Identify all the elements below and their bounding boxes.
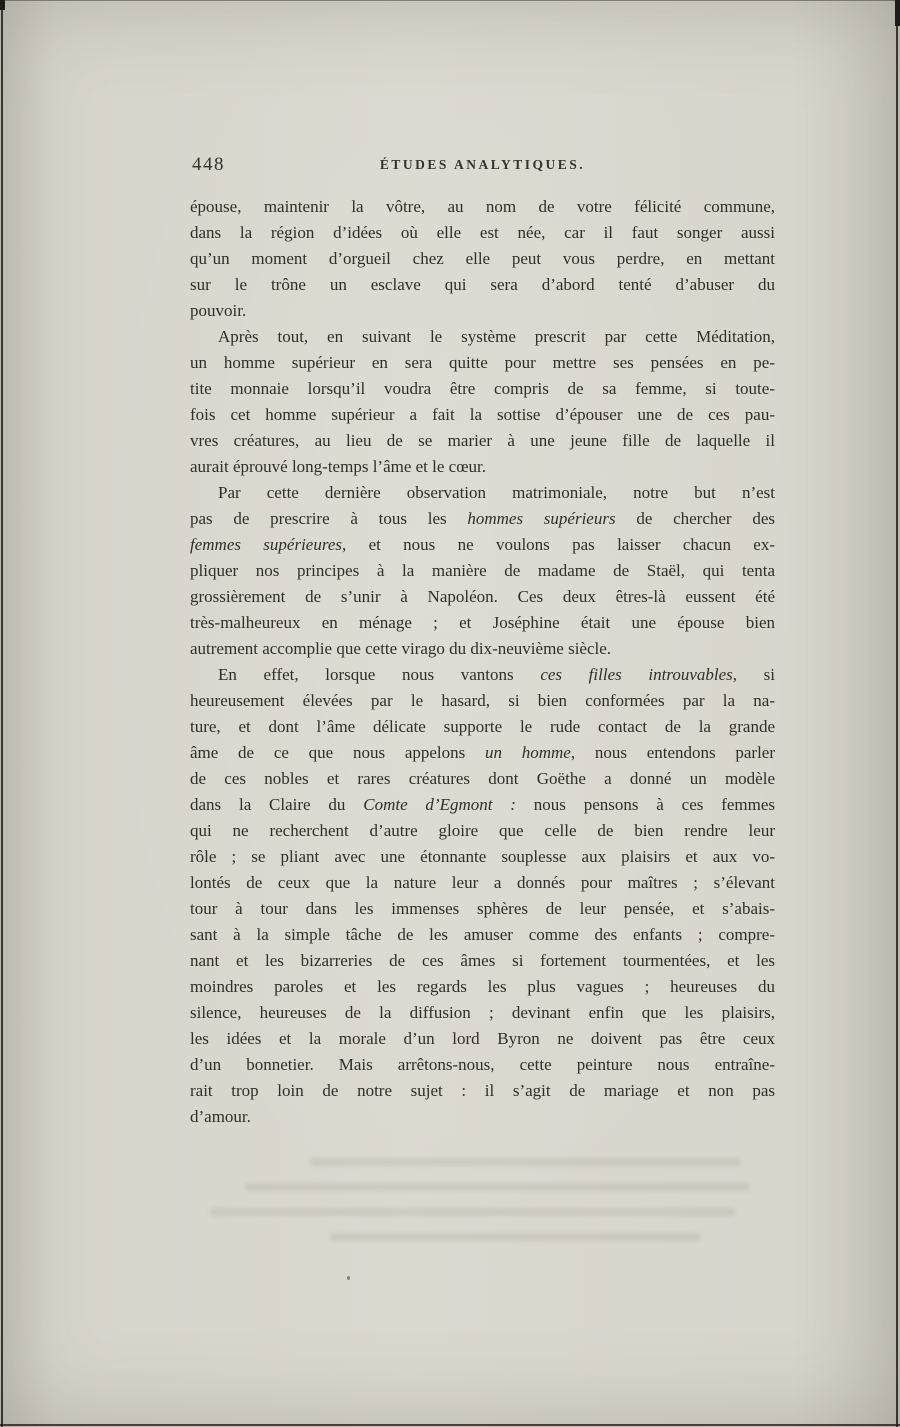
text-segment: tite monnaie lorsqu’il voudra être compris de sa femme, si toute- bbox=[190, 379, 775, 398]
text-segment: qu’un moment d’orgueil chez elle peut vous perdre, en mettant bbox=[190, 249, 775, 268]
text-line bbox=[190, 766, 775, 792]
text-line bbox=[190, 402, 775, 428]
text-segment: dans la Claire du bbox=[190, 795, 364, 814]
text-segment: , nous entendons parler bbox=[570, 743, 775, 762]
italic-text: un homme bbox=[485, 743, 571, 762]
text-line bbox=[190, 350, 775, 376]
text-line bbox=[190, 454, 775, 480]
body-text bbox=[190, 194, 775, 1130]
text-line bbox=[190, 584, 775, 610]
text-line bbox=[190, 792, 775, 818]
text-segment: nous pensons à ces femmes bbox=[515, 795, 776, 814]
text-segment: tour à tour dans les immenses sphères de leur pensée, et s’abais- bbox=[190, 899, 775, 918]
bleed-through-line bbox=[310, 1158, 740, 1166]
text-line bbox=[190, 870, 775, 896]
text-segment: épouse, maintenir la vôtre, au nom de votre félicité commune, bbox=[190, 197, 775, 216]
text-line bbox=[190, 1052, 775, 1078]
bleed-through-line bbox=[245, 1183, 750, 1191]
text-segment: les idées et la morale d’un lord Byron ne doivent pas être ceux bbox=[190, 1029, 775, 1048]
text-line bbox=[190, 662, 775, 688]
bleed-through bbox=[190, 1158, 775, 1258]
page-header bbox=[190, 154, 775, 178]
page-number: 448 bbox=[192, 154, 225, 175]
text-line bbox=[190, 922, 775, 948]
text-line bbox=[190, 948, 775, 974]
text-line bbox=[190, 610, 775, 636]
text-segment: dans la région d’idées où elle est née, car il faut songer aussi bbox=[190, 223, 775, 242]
text-segment: En effet, lorsque nous vantons bbox=[218, 665, 541, 684]
text-segment: , si bbox=[732, 665, 775, 684]
text-segment: de chercher des bbox=[615, 509, 775, 528]
text-line bbox=[190, 324, 775, 350]
text-line bbox=[190, 688, 775, 714]
paragraph bbox=[190, 194, 775, 324]
ink-speck bbox=[347, 1276, 350, 1280]
italic-text: Comte d’Egmont : bbox=[363, 795, 516, 814]
text-segment: qui ne recherchent d’autre gloire que celle de bien rendre leur bbox=[190, 821, 775, 840]
text-line bbox=[190, 246, 775, 272]
text-segment: très-malheureux en ménage ; et Joséphine était une épouse bien bbox=[190, 613, 775, 632]
scan-edge-bottom bbox=[0, 1424, 900, 1426]
text-segment: ture, et dont l’âme délicate supporte le rude contact de la grande bbox=[190, 717, 775, 736]
text-line bbox=[190, 532, 775, 558]
paragraph bbox=[190, 480, 775, 662]
italic-text: ces filles introuvables bbox=[540, 665, 733, 684]
italic-text: hommes supérieurs bbox=[467, 509, 616, 528]
text-line bbox=[190, 298, 775, 324]
text-line bbox=[190, 1026, 775, 1052]
text-segment: lontés de ceux que la nature leur a donnés pour maîtres ; s’élevant bbox=[190, 873, 775, 892]
text-line bbox=[190, 974, 775, 1000]
text-segment: d’un bonnetier. Mais arrêtons-nous, cette peinture nous entraîne- bbox=[190, 1055, 775, 1074]
italic-text: femmes supérieures bbox=[190, 535, 342, 554]
text-segment: Par cette dernière observation matrimoniale, notre but n’est bbox=[218, 483, 775, 502]
text-segment: vres créatures, au lieu de se marier à une jeune fille de laquelle il bbox=[190, 431, 775, 450]
text-line bbox=[190, 1104, 775, 1130]
text-segment: pas de prescrire à tous les bbox=[190, 509, 468, 528]
text-segment: aurait éprouvé long-temps l’âme et le cœur. bbox=[190, 457, 486, 476]
text-segment: rait trop loin de notre sujet : il s’agit de mariage et non pas bbox=[190, 1081, 775, 1100]
text-segment: silence, heureuses de la diffusion ; devinant enfin que les plaisirs, bbox=[190, 1003, 775, 1022]
text-line bbox=[190, 740, 775, 766]
text-line bbox=[190, 220, 775, 246]
text-line bbox=[190, 1078, 775, 1104]
text-line bbox=[190, 558, 775, 584]
text-line bbox=[190, 896, 775, 922]
text-line bbox=[190, 844, 775, 870]
text-segment: grossièrement de s’unir à Napoléon. Ces deux êtres-là eussent été bbox=[190, 587, 775, 606]
text-line bbox=[190, 506, 775, 532]
text-segment: fois cet homme supérieur a fait la sottise d’épouser une de ces pau- bbox=[190, 405, 775, 424]
text-line bbox=[190, 1000, 775, 1026]
text-segment: autrement accomplie que cette virago du dix-neuvième siècle. bbox=[190, 639, 612, 658]
text-line bbox=[190, 272, 775, 298]
bleed-through-line bbox=[330, 1233, 700, 1241]
text-segment: sant à la simple tâche de les amuser comme des enfants ; compre- bbox=[190, 925, 775, 944]
text-segment: , et nous ne voulons pas laisser chacun ex- bbox=[342, 535, 775, 554]
text-line bbox=[190, 428, 775, 454]
text-line bbox=[190, 480, 775, 506]
text-line bbox=[190, 714, 775, 740]
text-segment: un homme supérieur en sera quitte pour mettre ses pensées en pe- bbox=[190, 353, 775, 372]
text-line bbox=[190, 376, 775, 402]
text-segment: rôle ; se pliant avec une étonnante souplesse aux plaisirs et aux vo- bbox=[190, 847, 775, 866]
text-segment: d’amour. bbox=[190, 1107, 251, 1126]
text-segment: pouvoir. bbox=[190, 301, 247, 320]
text-segment: Après tout, en suivant le système prescrit par cette Méditation, bbox=[218, 327, 775, 346]
text-line bbox=[190, 818, 775, 844]
paragraph bbox=[190, 662, 775, 1130]
text-segment: pliquer nos principes à la manière de madame de Staël, qui tenta bbox=[190, 561, 775, 580]
running-title: ÉTUDES ANALYTIQUES. bbox=[379, 157, 586, 172]
text-segment: âme de ce que nous appelons bbox=[190, 743, 485, 762]
text-segment: de ces nobles et rares créatures dont Goëthe a donné un modèle bbox=[190, 769, 775, 788]
text-line bbox=[190, 636, 775, 662]
text-line bbox=[190, 194, 775, 220]
text-segment: nant et les bizarreries de ces âmes si fortement tourmentées, et les bbox=[190, 951, 775, 970]
text-segment: heureusement élevées par le hasard, si bien conformées par la na- bbox=[190, 691, 775, 710]
text-segment: moindres paroles et les regards les plus vagues ; heureuses du bbox=[190, 977, 775, 996]
text-segment: sur le trône un esclave qui sera d’abord tenté d’abuser du bbox=[190, 275, 775, 294]
bleed-through-line bbox=[210, 1208, 735, 1216]
paragraph bbox=[190, 324, 775, 480]
